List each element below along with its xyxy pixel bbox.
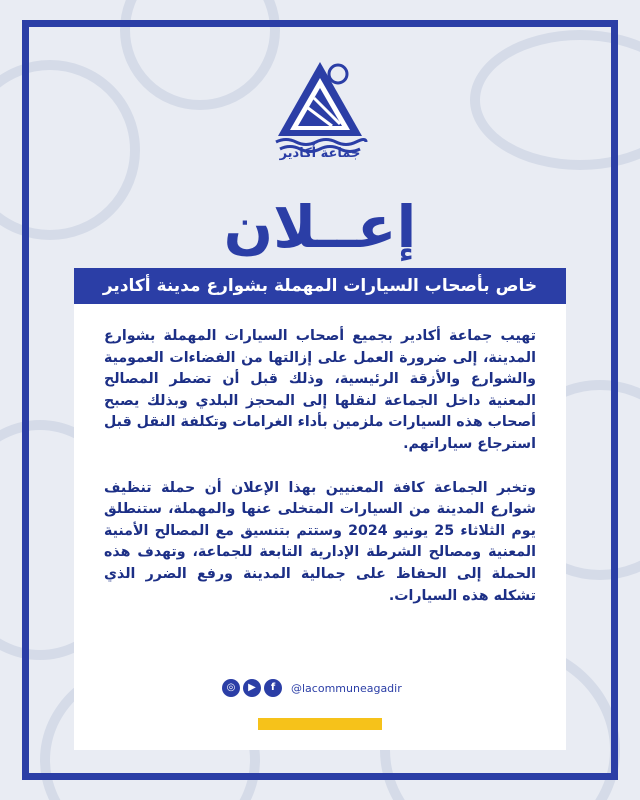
social-links: [222, 678, 402, 698]
logo-text: جماعة أكادير: [279, 146, 361, 161]
youtube-icon[interactable]: ▶: [243, 679, 261, 697]
subtitle-banner: خاص بأصحاب السيارات المهملة بشوارع مدينة أكادير: [74, 268, 566, 304]
page-title: إعــلان: [223, 193, 417, 261]
instagram-icon[interactable]: ◎: [222, 679, 240, 697]
paragraph: تهيب جماعة أكادير بجميع أصحاب السيارات المهملة بشوارع المدينة، إلى ضرورة العمل على إزالتها من الفضاءات العمومية والشوارع والأزقة الرئيسية، وذلك قبل أن تضطر المصالح المعنية داخل الجماعة لنقلها إلى المحجز البلدي وبذلك يصبح أصحاب هذه السيارات ملزمين بأداء الغرامات وتكلفة النقل قبل استرجاع سياراتهم.: [104, 328, 536, 452]
announcement-body: [104, 326, 536, 629]
social-handle[interactable]: @lacommuneagadir: [291, 681, 402, 695]
accent-bar: [258, 718, 382, 730]
paragraph: وتخبر الجماعة كافة المعنيين بهذا الإعلان أن حملة تنظيف شوارع المدينة من السيارات المتخلى عنها والمهملة، ستنطلق يوم الثلاثاء 25 يونيو 2024 وستتم بتنسيق مع المصالح الأمنية المعنية ومصالح الشرطة الإدارية التابعة للجماعة، وتهدف هذه الحملة إلى الحفاظ على جمالية المدينة ورفع الضرر الذي تشكله هذه السيارات.: [104, 479, 536, 604]
facebook-icon[interactable]: f: [264, 679, 282, 697]
